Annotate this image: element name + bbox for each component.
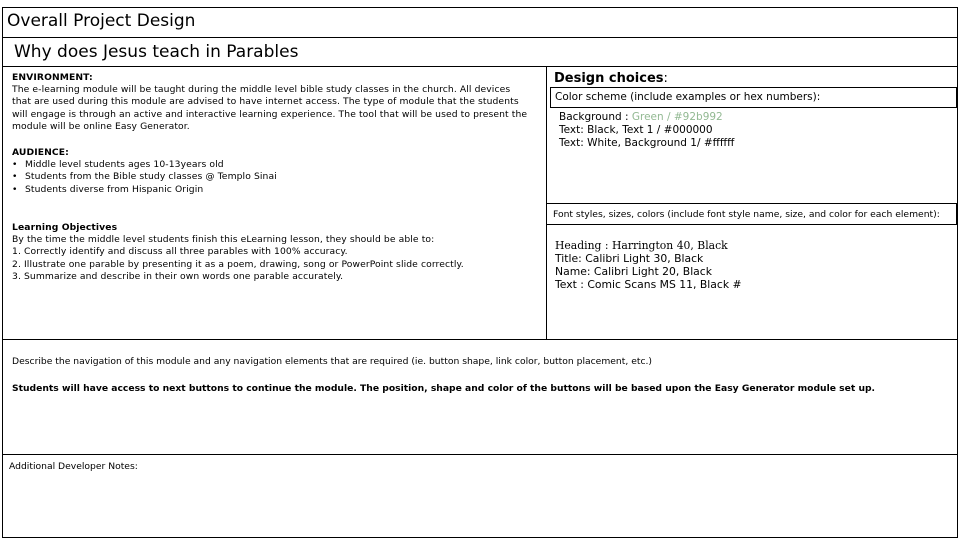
font-line-heading: Heading : Harrington 40, Black xyxy=(555,239,728,252)
background-line: Background : Green / #92b992 xyxy=(559,111,723,123)
environment-section xyxy=(12,72,532,133)
objectives-section xyxy=(12,222,542,283)
objectives-heading: Learning Objectives xyxy=(12,222,118,233)
environment-body: The e-learning module will be taught during the middle level bible study classes in the church. All devices that are used during this module are advised to have internet access. The type of module that the students will engage is through an active and interactive learning experience. The tool that will be used to present the module will be online Easy Generator. xyxy=(12,84,528,132)
audience-item: • Students diverse from Hispanic Origin xyxy=(12,184,532,196)
subtitle-row xyxy=(2,38,958,67)
font-styles-values xyxy=(555,239,742,291)
environment-heading: ENVIRONMENT: xyxy=(12,72,93,83)
color-scheme-label: Color scheme (include examples or hex numbers): xyxy=(555,91,821,103)
navigation-answer: Students will have access to next buttons to continue the module. The position, shape and color of the buttons will be based upon the Easy Generator module set up. xyxy=(12,383,876,394)
title-row xyxy=(2,7,958,38)
font-line-text: Text : Comic Scans MS 11, Black # xyxy=(555,278,742,291)
color-scheme-label-box xyxy=(550,87,957,108)
audience-section xyxy=(12,147,532,196)
design-choices-column xyxy=(547,67,958,340)
audience-item: • Middle level students ages 10-13years old xyxy=(12,159,532,171)
objective-item: 1. Correctly identify and discuss all three parables with 100% accuracy. xyxy=(12,246,348,258)
font-styles-label: Font styles, sizes, colors (include font style name, size, and color for each element): xyxy=(553,209,940,220)
background-value: Green / #92b992 xyxy=(631,111,723,123)
color-scheme-values xyxy=(559,111,734,150)
text-color-line: Text: Black, Text 1 / #000000 xyxy=(559,124,713,136)
page-title: Overall Project Design xyxy=(7,11,196,31)
text-white-line: Text: White, Background 1/ #ffffff xyxy=(559,137,735,149)
objective-item: 3. Summarize and describe in their own words one parable accurately. xyxy=(12,270,344,282)
left-column xyxy=(2,67,547,340)
design-choices-heading: Design choices: xyxy=(554,71,668,86)
page-subtitle: Why does Jesus teach in Parables xyxy=(14,42,299,62)
audience-list xyxy=(12,159,532,196)
font-line-title: Title: Calibri Light 30, Black xyxy=(555,252,704,265)
developer-notes-section xyxy=(2,455,958,538)
audience-item: • Students from the Bible study classes @ Templo Sinai xyxy=(12,171,532,183)
font-line-name: Name: Calibri Light 20, Black xyxy=(555,265,712,278)
navigation-section xyxy=(2,340,958,455)
navigation-question: Describe the navigation of this module and any navigation elements that are required (ie. button shape, link color, button placement, etc.) xyxy=(12,356,653,367)
audience-heading: AUDIENCE: xyxy=(12,147,69,158)
developer-notes-label: Additional Developer Notes: xyxy=(9,461,138,472)
font-styles-label-box xyxy=(547,203,957,225)
objective-item: 2. Illustrate one parable by presenting it as a poem, drawing, song or PowerPoint slide correctly. xyxy=(12,258,464,270)
objectives-intro: By the time the middle level students finish this eLearning lesson, they should be able to: xyxy=(12,234,435,246)
